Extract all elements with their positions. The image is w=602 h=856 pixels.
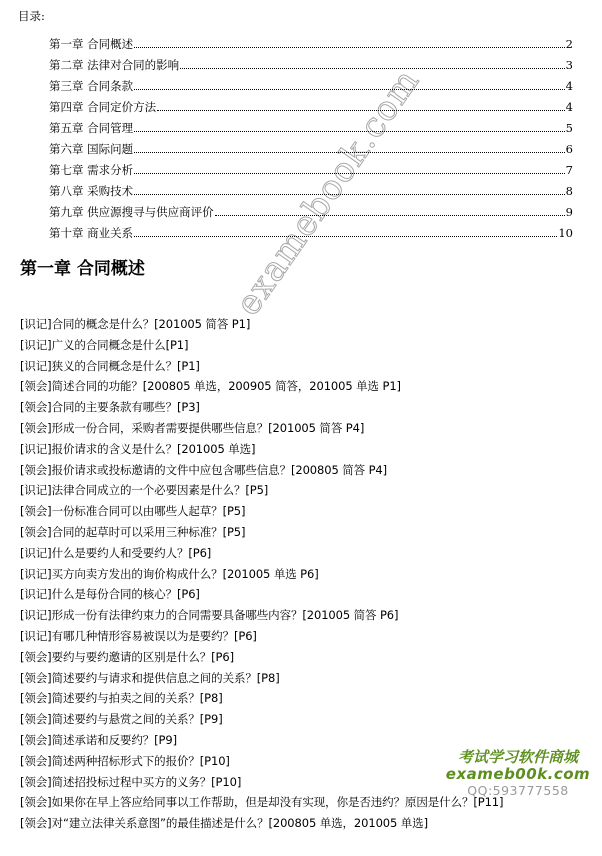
- toc-entry-label: 第四章 合同定价方法: [49, 100, 157, 114]
- question-item: [领会]合同的起草时可以采用三种标准？[P5]: [20, 524, 246, 539]
- toc-entry-label: 第一章 合同概述: [49, 37, 134, 51]
- toc-entry-page: 7: [565, 163, 573, 177]
- toc-entry[interactable]: [49, 156, 573, 177]
- table-of-contents: [49, 30, 573, 240]
- question-item: [领会]形成一份合同，采购者需要提供哪些信息？[201005 简答 P4]: [20, 420, 365, 435]
- chapter-title: 第一章 合同概述: [20, 259, 145, 279]
- toc-entry[interactable]: [49, 135, 573, 156]
- toc-entry-page: 10: [558, 226, 573, 240]
- toc-entry[interactable]: [49, 198, 573, 219]
- question-item: [识记]有哪几种情形容易被误以为是要约？[P6]: [20, 628, 257, 643]
- toc-dot-leader: [134, 194, 565, 195]
- question-item: [领会]简述承诺和反要约？[P9]: [20, 732, 177, 747]
- toc-entry-label: 第八章 采购技术: [49, 184, 134, 198]
- question-item: [识记]法律合同成立的一个必要因素是什么？[P5]: [20, 483, 269, 498]
- toc-entry[interactable]: [49, 177, 573, 198]
- question-item: [识记]合同的概念是什么？[201005 简答 P1]: [20, 317, 251, 331]
- toc-entry[interactable]: [49, 72, 573, 93]
- toc-entry-label: 第五章 合同管理: [49, 121, 134, 135]
- toc-entry-page: 4: [565, 79, 573, 93]
- question-item: [识记]买方向卖方发出的询价构成什么？[201005 单选 P6]: [20, 566, 319, 581]
- watermark-text: examebook.com: [228, 61, 428, 323]
- question-item: [领会]简述要约与悬赏之间的关系？[P9]: [20, 712, 223, 727]
- toc-heading: 目录:: [18, 9, 45, 23]
- toc-dot-leader: [180, 68, 565, 69]
- toc-dot-leader: [215, 215, 565, 216]
- toc-entry-label: 第十章 商业关系: [49, 226, 134, 240]
- question-item: [领会]简述合同的功能？[200805 单选，200905 简答，201005 单选 P1]: [20, 379, 401, 394]
- toc-entry-page: 5: [565, 121, 573, 135]
- question-item: [识记]形成一份有法律约束力的合同需要具备哪些内容？[201005 简答 P6]: [20, 608, 399, 623]
- toc-dot-leader: [134, 152, 565, 153]
- toc-entry-label: 第七章 需求分析: [49, 163, 134, 177]
- toc-dot-leader: [134, 236, 557, 237]
- toc-entry[interactable]: [49, 219, 573, 240]
- question-item: [识记]什么是每份合同的核心？[P6]: [20, 587, 200, 602]
- question-item: [领会]对“建立法律关系意图”的最佳描述是什么？[200805 单选，201005 单选]: [20, 816, 428, 831]
- toc-entry-page: 4: [565, 100, 573, 114]
- toc-entry-page: 2: [565, 37, 573, 51]
- question-item: [领会]要约与要约邀请的区别是什么？[P6]: [20, 649, 234, 664]
- question-item: [领会]简述要约与拍卖之间的关系？[P8]: [20, 691, 223, 706]
- toc-entry[interactable]: [49, 93, 573, 114]
- toc-entry-page: 3: [565, 58, 573, 72]
- toc-dot-leader: [134, 131, 565, 132]
- toc-entry-page: 6: [565, 142, 573, 156]
- question-item: [识记]报价请求的含义是什么？[201005 单选]: [20, 441, 256, 456]
- question-item: [识记]广义的合同概念是什么[P1]: [20, 337, 189, 352]
- toc-entry-label: 第三章 合同条款: [49, 79, 134, 93]
- toc-entry[interactable]: [49, 30, 573, 51]
- question-item: [领会]简述要约与请求和提供信息之间的关系？[P8]: [20, 670, 280, 685]
- toc-entry-label: 第六章 国际问题: [49, 142, 134, 156]
- toc-entry-page: 9: [565, 205, 573, 219]
- stamp-website: exameb00k.com: [445, 765, 591, 783]
- toc-entry[interactable]: [49, 51, 573, 72]
- stamp-store-name: 考试学习软件商城: [457, 748, 578, 766]
- question-list: [20, 314, 590, 834]
- question-item: [领会]报价请求或投标邀请的文件中应包含哪些信息？[200805 简答 P4]: [20, 462, 388, 477]
- toc-dot-leader: [157, 110, 565, 111]
- question-item: [领会]一份标准合同可以由哪些人起草？[P5]: [20, 504, 246, 519]
- toc-dot-leader: [134, 47, 565, 48]
- toc-entry-page: 8: [565, 184, 573, 198]
- toc-entry-label: 第二章 法律对合同的影响: [49, 58, 180, 72]
- question-item: [识记]狭义的合同概念是什么？[P1]: [20, 358, 200, 373]
- toc-dot-leader: [134, 89, 565, 90]
- question-item: [识记]什么是要约人和受要约人？[P6]: [20, 545, 212, 560]
- question-item: [领会]如果你在早上答应给同事以工作帮助，但是却没有实现，你是否违约？原因是什么？[P11]: [20, 795, 504, 810]
- toc-entry[interactable]: [49, 114, 573, 135]
- question-item: [领会]简述两种招标形式下的报价？[P10]: [20, 753, 230, 768]
- stamp-qq: QQ:593777558: [467, 783, 569, 798]
- toc-dot-leader: [134, 173, 565, 174]
- toc-entry-label: 第九章 供应源搜寻与供应商评价: [49, 205, 214, 219]
- question-item: [领会]合同的主要条款有哪些？[P3]: [20, 400, 200, 415]
- question-item: [领会]简述招投标过程中买方的义务？[P10]: [20, 774, 242, 789]
